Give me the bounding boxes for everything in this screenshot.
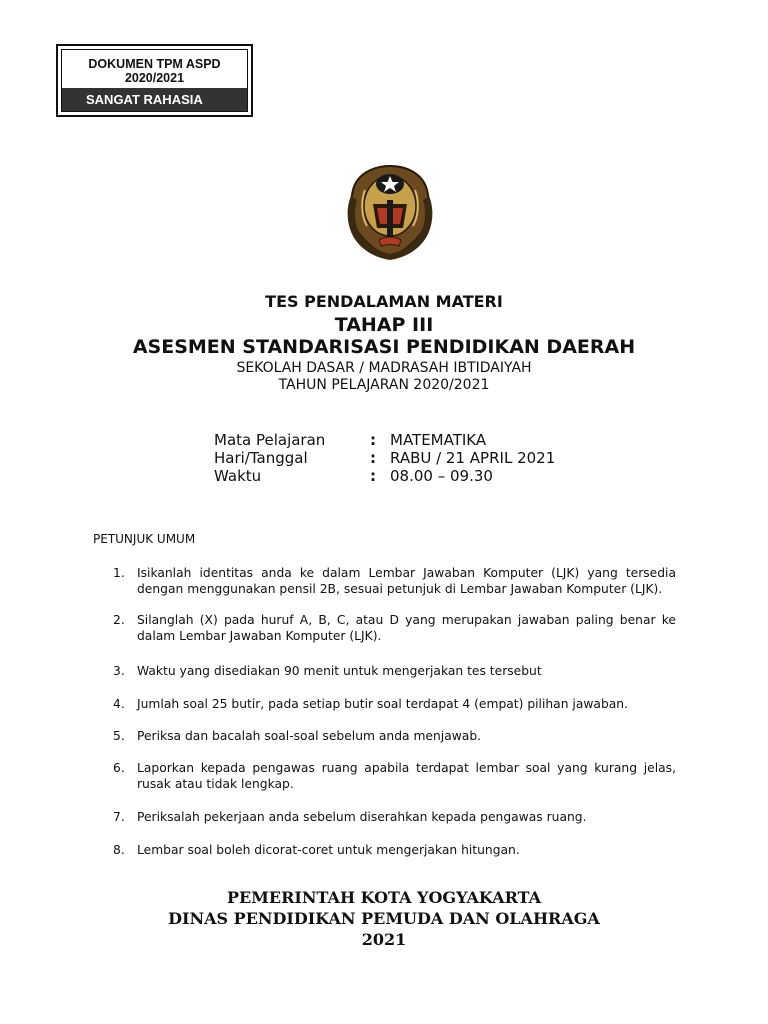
item-number: 8.	[113, 843, 125, 857]
subject-value: MATEMATIKA	[390, 431, 487, 449]
info-row-date	[214, 449, 555, 467]
exam-info	[214, 431, 555, 485]
date-label: Hari/Tanggal	[214, 449, 308, 467]
stamp-header	[62, 50, 247, 88]
list-item	[113, 842, 676, 858]
item-number: 6.	[113, 761, 125, 775]
academic-year: TAHUN PELAJARAN 2020/2021	[278, 377, 490, 393]
info-row-time	[214, 467, 555, 485]
item-text: Lembar soal boleh dicorat-coret untuk mengerjakan hitungan.	[137, 843, 520, 857]
school-level: SEKOLAH DASAR / MADRASAH IBTIDAIYAH	[236, 360, 532, 376]
date-value: RABU / 21 APRIL 2021	[390, 449, 556, 467]
instructions-list	[113, 565, 676, 858]
item-text: Periksa dan bacalah soal-soal sebelum anda menjawab.	[137, 729, 482, 743]
list-item	[113, 663, 676, 679]
assessment-name: ASESMEN STANDARISASI PENDIDIKAN DAERAH	[132, 336, 636, 358]
time-value: 08.00 – 09.30	[390, 467, 493, 485]
yogyakarta-coat-of-arms-icon	[343, 160, 437, 262]
item-text: Isikanlah identitas anda ke dalam Lembar Jawaban Komputer (LJK) yang tersedia dengan menggunakan pensil 2B, sesuai petunjuk di Lembar Jawaban Komputer (LJK).	[137, 566, 676, 596]
list-item	[113, 565, 676, 597]
list-item	[113, 760, 676, 792]
stamp-line-1: DOKUMEN TPM ASPD	[88, 57, 221, 71]
item-text: Periksalah pekerjaan anda sebelum diserahkan kepada pengawas ruang.	[137, 810, 587, 824]
footer-government: PEMERINTAH KOTA YOGYAKARTA	[226, 888, 542, 907]
list-item	[113, 728, 676, 744]
stamp-frame	[61, 49, 248, 112]
footer-year: 2021	[361, 930, 407, 949]
test-title: TES PENDALAMAN MATERI	[265, 292, 503, 311]
time-label: Waktu	[214, 467, 262, 485]
stamp-line-2: 2020/2021	[124, 71, 185, 85]
time-colon: :	[370, 467, 376, 485]
item-number: 3.	[113, 664, 125, 678]
item-number: 1.	[113, 566, 125, 580]
item-text: Waktu yang disediakan 90 menit untuk mengerjakan tes tersebut	[137, 664, 542, 678]
classification-label: SANGAT RAHASIA	[62, 88, 247, 111]
item-number: 2.	[113, 613, 125, 627]
footer-department: DINAS PENDIDIKAN PEMUDA DAN OLAHRAGA	[168, 909, 600, 928]
info-row-subject	[214, 431, 555, 449]
item-number: 7.	[113, 810, 125, 824]
subject-label: Mata Pelajaran	[214, 431, 326, 449]
instructions-heading: PETUNJUK UMUM	[93, 532, 196, 546]
date-colon: :	[370, 449, 376, 467]
list-item	[113, 696, 676, 712]
item-number: 4.	[113, 697, 125, 711]
item-text: Laporkan kepada pengawas ruang apabila terdapat lembar soal yang kurang jelas, rusak atau tidak lengkap.	[137, 761, 676, 791]
list-item	[113, 612, 676, 644]
test-stage: TAHAP III	[334, 314, 434, 336]
item-text: Jumlah soal 25 butir, pada setiap butir soal terdapat 4 (empat) pilihan jawaban.	[137, 697, 629, 711]
item-number: 5.	[113, 729, 125, 743]
subject-colon: :	[370, 431, 376, 449]
document-stamp	[56, 44, 253, 117]
item-text: Silanglah (X) pada huruf A, B, C, atau D yang merupakan jawaban paling benar ke dalam Lembar Jawaban Komputer (LJK).	[137, 613, 676, 643]
list-item	[113, 809, 676, 825]
